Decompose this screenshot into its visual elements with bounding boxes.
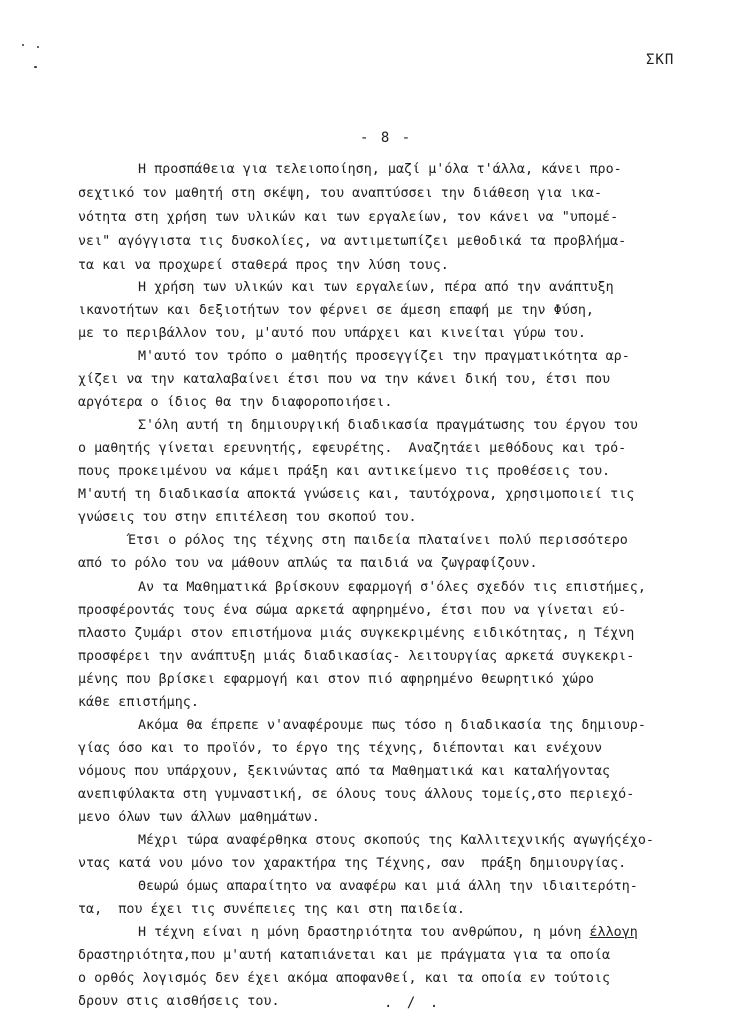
text-line: δραστηριότητα,που μ'αυτή καταπιάνεται και με πράγματα για τα οποία bbox=[78, 948, 611, 963]
text-line: νότητα στη χρήση των υλικών και των εργαλείων, τον κάνει να "υπομέ- bbox=[78, 210, 619, 225]
text-line: προσφέροντάς τους ένα σώμα αρκετά αφηρημένο, έτσι που να γίνεται εύ- bbox=[78, 603, 627, 618]
text-line: αργότερα ο ίδιος θα την διαφοροποιήσει. bbox=[78, 395, 393, 410]
text-line: γνώσεις του στην επιτέλεση του σκοπού του. bbox=[78, 510, 417, 525]
text-line: τα και να προχωρεί σταθερά προς την λύση τους. bbox=[78, 258, 449, 273]
header-code: ΣΚΠ bbox=[646, 52, 675, 68]
text-line-start: Η τέχνη είναι η μόνη δραστηριότητα του ανθρώπου, η μόνη bbox=[138, 925, 590, 940]
text-line: πους προκειμένου να κάμει πράξη και αντικείμενο τις προθέσεις του. bbox=[78, 464, 611, 479]
scan-speck bbox=[34, 66, 37, 68]
text-line: Έτσι ο ρόλος της τέχνης στη παιδεία πλαταίνει πολύ περισσότερο bbox=[128, 533, 628, 548]
text-line: ο ορθός λογισμός δεν έχει ακόμα αποφανθεί, και τα οποία εν τούτοις bbox=[78, 971, 611, 986]
text-line: Αν τα Μαθηματικά βρίσκουν εφαρμογή σ'όλες σχεδόν τις επιστήμες, bbox=[138, 580, 646, 595]
text-line: από το ρόλο του να μάθουν απλώς τα παιδιά να ζωγραφίζουν. bbox=[78, 556, 538, 571]
text-line: Θεωρώ όμως απαραίτητο να αναφέρω και μιά άλλη την ιδιαιτερότη- bbox=[138, 879, 638, 894]
scan-speck bbox=[22, 44, 24, 46]
text-line: Ακόμα θα έπρεπε ν'αναφέρουμε πως τόσο η διαδικασία της δημιουρ- bbox=[138, 718, 646, 733]
text-line: ντας κατά νου μόνο τον χαρακτήρα της Τέχνης, σαν πράξη δημιουργίας. bbox=[78, 856, 627, 871]
text-line: μένης που βρίσκει εφαρμογή και στον πιό αφηρημένο θεωρητικό χώρο bbox=[78, 672, 594, 687]
text-line: ανεπιφύλακτα στη γυμναστική, σε όλους τους άλλους τομείς,στο περιεχό- bbox=[78, 787, 635, 802]
text-line: τα, που έχει τις συνέπειες της και στη παιδεία. bbox=[78, 902, 465, 917]
text-line: με το περιβάλλον του, μ'αυτό που υπάρχει και κινείται γύρω του. bbox=[78, 326, 586, 341]
text-line: μενο όλων των άλλων μαθημάτων. bbox=[78, 810, 320, 825]
text-line: Μέχρι τώρα αναφέρθηκα στους σκοπούς της Καλλιτεχνικής αγωγήςέχο- bbox=[138, 833, 654, 848]
text-line bbox=[138, 925, 638, 941]
text-line: Η χρήση των υλικών και των εργαλείων, πέρα από την ανάπτυξη bbox=[138, 280, 614, 295]
text-line: προσφέρει την ανάπτυξη μιάς διαδικασίας- λειτουργίας αρκετά συγκεκρι- bbox=[78, 649, 635, 664]
text-line: γίας όσο και το προϊόν, το έργο της τέχνης, διέπονται και ενέχουν bbox=[78, 741, 603, 756]
text-line: δρουν στις αισθήσεις του. bbox=[78, 994, 280, 1009]
continuation-mark: . / . bbox=[384, 995, 442, 1011]
text-line: Η προσπάθεια για τελειοποίηση, μαζί μ'όλα τ'άλλα, κάνει προ- bbox=[138, 162, 622, 177]
text-line: πλαστο ζυμάρι στον επιστήμονα μιάς συγκεκριμένης ειδικότητας, η Τέχνη bbox=[78, 626, 635, 641]
text-line: νόμους που υπάρχουν, ξεκινώντας από τα Μαθηματικά και καταλήγοντας bbox=[78, 764, 611, 779]
text-line: σεχτικό τον μαθητή στη σκέψη, του αναπτύσσει την διάθεση για ικα- bbox=[78, 186, 603, 201]
text-line: Μ'αυτή τη διαδικασία αποκτά γνώσεις και, ταυτόχρονα, χρησιμοποιεί τις bbox=[78, 487, 635, 502]
text-line: Σ'όλη αυτή τη δημιουργική διαδικασία πραγμάτωσης του έργου του bbox=[138, 418, 638, 433]
scan-speck bbox=[37, 46, 39, 48]
text-line: ο μαθητής γίνεται ερευνητής, εφευρέτης. Αναζητάει μεθόδους και τρό- bbox=[78, 441, 627, 456]
text-line: χίζει να την καταλαβαίνει έτσι που να την κάνει δική του, έτσι που bbox=[78, 372, 611, 387]
text-line: ικανοτήτων και δεξιοτήτων τον φέρνει σε άμεση επαφή με την Φύση, bbox=[78, 303, 594, 318]
text-line: κάθε επιστήμης. bbox=[78, 695, 199, 710]
text-line: Μ'αυτό τον τρόπο ο μαθητής προσεγγίζει την πραγματικότητα αρ- bbox=[138, 349, 630, 364]
text-line: νει" αγόγγιστα τις δυσκολίες, να αντιμετωπίζει μεθοδικά τα προβλήμα- bbox=[78, 234, 627, 249]
underlined-word: έλλογη bbox=[589, 925, 638, 940]
page-number: - 8 - bbox=[360, 130, 413, 146]
